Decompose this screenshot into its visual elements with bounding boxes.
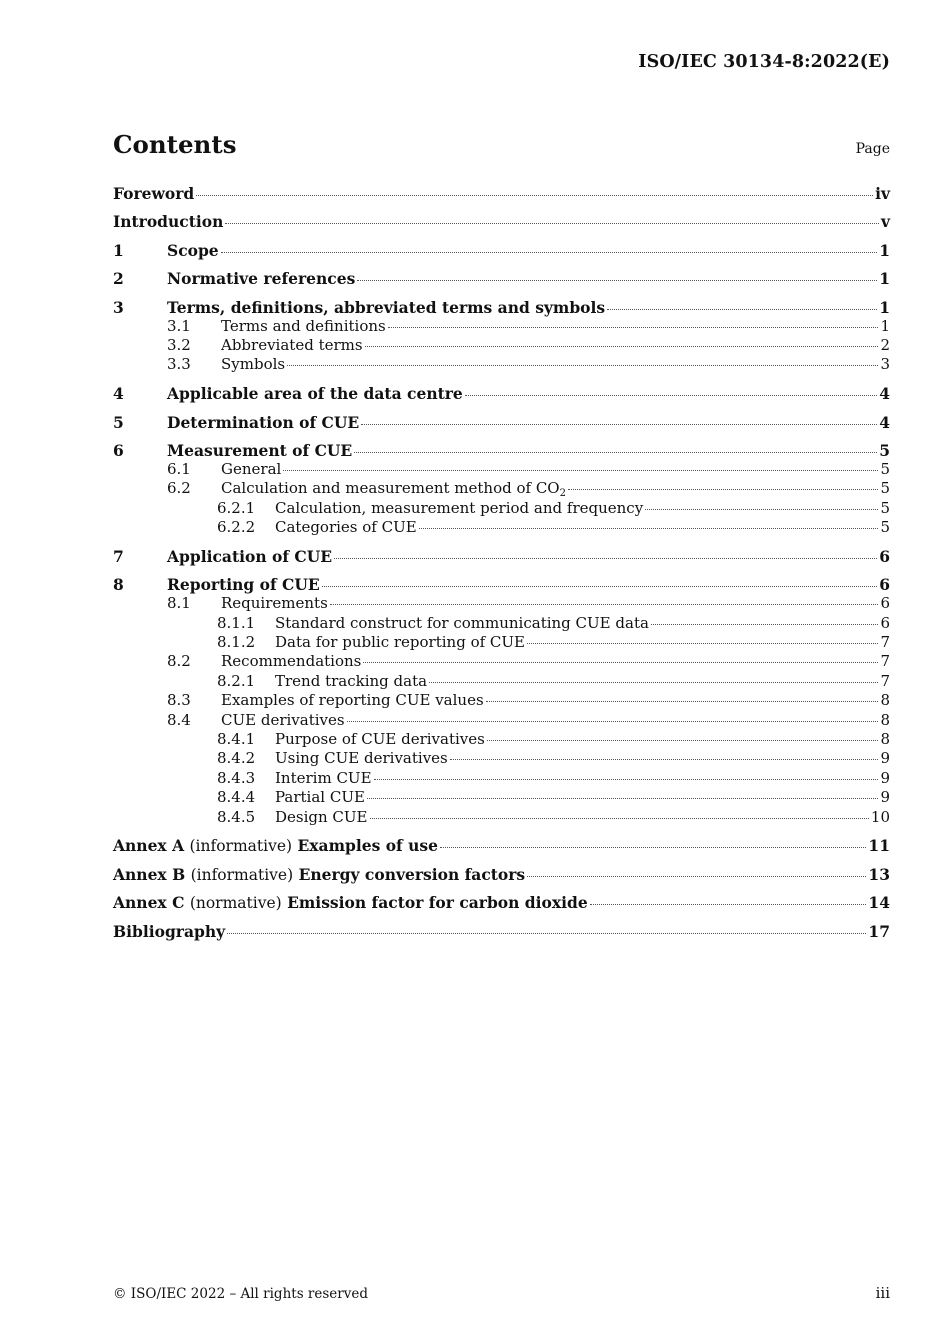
toc-entry-page: 5 [880,459,890,478]
toc-entry-title: Abbreviated terms [221,335,363,354]
toc-entry-title: Energy conversion factors [298,864,526,884]
toc-entry-interim-cue[interactable] [113,769,890,788]
toc-entry-title: Calculation and measurement method of CO [221,479,560,498]
toc-entry-page: iv [875,184,890,203]
dot-leader [225,222,879,224]
toc-entry-general[interactable] [113,460,890,479]
annex-type: (informative) [189,837,293,856]
toc-entry-calculation-period[interactable] [113,499,890,518]
toc-entry-design-cue[interactable] [113,808,890,827]
toc-entry-cue-derivatives[interactable] [113,711,890,730]
toc-entry-number: 6.2.1 [217,498,256,517]
toc-entry-standard-construct[interactable] [113,614,890,633]
toc-entry-normative-references[interactable] [113,269,890,288]
toc-entry-page: 10 [870,807,890,826]
toc-entry-abbreviated-terms[interactable] [113,336,890,355]
toc-entry-title-container [221,479,566,498]
dot-leader [196,194,873,196]
toc-entry-scope[interactable] [113,241,890,260]
toc-entry-title: Reporting of CUE [167,575,320,595]
document-id-header: ISO/IEC 30134-8:2022(E) [638,52,890,72]
dot-leader [370,817,869,819]
toc-entry-title: Purpose of CUE derivatives [275,729,485,748]
dot-leader [440,846,866,848]
toc-entry-number: 8.1.2 [217,633,256,652]
toc-entry-title: Requirements [221,594,328,613]
dot-leader [367,797,879,799]
toc-entry-introduction[interactable] [113,212,890,231]
toc-entry-page: 6 [879,546,890,566]
toc-entry-using-derivatives[interactable] [113,749,890,768]
toc-entry-bibliography[interactable] [113,922,890,941]
dot-leader [357,279,877,281]
toc-entry-determination-of-cue[interactable] [113,413,890,432]
toc-entry-reporting-of-cue[interactable] [113,575,890,594]
toc-entry-number: 8.4 [167,710,191,729]
toc-entry-page: 1 [879,240,890,260]
toc-entry-page: 17 [868,921,890,941]
toc-entry-title: Normative references [167,269,356,289]
toc-entry-page: 4 [879,412,890,432]
toc-entry-number: 8.4.2 [217,749,256,768]
toc-entry-page: 6 [879,575,890,595]
toc-entry-page: 6 [880,594,890,613]
toc-entry-title: Emission factor for carbon dioxide [287,893,588,913]
page-column-label: Page [855,141,890,157]
dot-leader [388,326,879,328]
toc-entry-page: 5 [879,440,890,460]
dot-leader [347,720,879,722]
toc-entry-title: Determination of CUE [167,412,360,432]
dot-leader [419,527,879,529]
toc-entry-number: 8.4.4 [217,788,256,807]
toc-entry-purpose-derivatives[interactable] [113,730,890,749]
toc-entry-page: 7 [880,633,890,652]
toc-entry-application-of-cue[interactable] [113,547,890,566]
annex-type: (normative) [189,894,282,913]
dot-leader [287,364,878,366]
dot-leader [450,758,879,760]
dot-leader [486,700,879,702]
toc-entry-number: 4 [113,384,124,404]
toc-entry-number: 8.2 [167,652,191,671]
toc-entry-title: Symbols [221,355,286,374]
toc-entry-number: 8.4.1 [217,729,256,748]
toc-entry-number: 6 [113,440,124,460]
toc-entry-title: Bibliography [113,921,226,941]
toc-entry-title-container [113,865,525,885]
toc-entry-number: 8.1 [167,594,191,613]
dot-leader [283,469,878,471]
toc-entry-page: 8 [880,710,890,729]
toc-entry-terms-and-definitions[interactable] [113,317,890,336]
toc-entry-page: 5 [880,479,890,498]
toc-entry-annex-b[interactable] [113,865,890,884]
toc-entry-number: 8.2.1 [217,671,256,690]
toc-entry-annex-c[interactable] [113,893,890,912]
toc-entry-title: Design CUE [275,807,368,826]
toc-entry-number: 1 [113,240,124,260]
dot-leader [365,345,879,347]
toc-entry-title: Recommendations [221,652,362,671]
toc-entry-trend-tracking[interactable] [113,672,890,691]
toc-entry-title: CUE derivatives [221,710,345,729]
toc-entry-title-container [113,893,588,913]
toc-entry-page: 8 [880,691,890,710]
toc-entry-number: 6.2 [167,479,191,498]
toc-entry-number: 8.1.1 [217,613,256,632]
dot-leader [429,681,878,683]
toc-entry-title: Data for public reporting of CUE [275,633,525,652]
toc-entry-partial-cue[interactable] [113,788,890,807]
toc-entry-page: 1 [880,316,890,335]
toc-entry-title-container [113,836,438,856]
toc-entry-number: 3.2 [167,335,191,354]
subscript-2: 2 [559,488,566,500]
toc-entry-title: Introduction [113,212,224,232]
toc-entry-number: 8.4.5 [217,807,256,826]
toc-entry-number: 5 [113,412,124,432]
toc-entry-recommendations[interactable] [113,652,890,671]
dot-leader [227,932,866,934]
page-title: Contents [113,130,237,159]
toc-entry-page: 3 [880,355,890,374]
toc-entry-number: 7 [113,546,124,566]
toc-entry-number: 3.3 [167,355,191,374]
toc-entry-number: 3.1 [167,316,191,335]
toc-entry-page: 4 [879,384,890,404]
toc-entry-terms-definitions[interactable] [113,298,890,317]
toc-entry-title: Applicable area of the data centre [167,384,463,404]
toc-entry-number: 8.4.3 [217,768,256,787]
toc-entry-number: 8.3 [167,691,191,710]
dot-leader [651,623,879,625]
dot-leader [334,557,877,559]
dot-leader [527,642,878,644]
dot-leader [221,251,878,253]
toc-entry-applicable-area[interactable] [113,384,890,403]
toc-entry-page: 11 [868,836,890,856]
annex-label: Annex A [113,836,185,856]
dot-leader [322,585,877,587]
toc-entry-number: 2 [113,269,124,289]
toc-entry-measurement-of-cue[interactable] [113,441,890,460]
dot-leader [590,903,867,905]
toc-entry-title: Terms, definitions, abbreviated terms and symbols [167,297,606,317]
toc-entry-categories-of-cue[interactable] [113,518,890,537]
toc-entry-title: Foreword [113,184,195,203]
toc-entry-title: Calculation, measurement period and frequency [275,498,644,517]
toc-entry-page: 1 [879,297,890,317]
toc-entry-title: Terms and definitions [221,316,386,335]
toc-entry-title: Partial CUE [275,788,365,807]
table-of-contents [113,184,890,941]
toc-entry-title: Measurement of CUE [167,440,353,460]
toc-entry-title: Categories of CUE [275,518,417,537]
toc-entry-title: Interim CUE [275,768,372,787]
toc-entry-annex-a[interactable] [113,836,890,855]
toc-entry-page: v [880,212,890,232]
dot-leader [645,508,878,510]
toc-entry-page: 5 [880,498,890,517]
page-number: iii [875,1284,890,1302]
dot-leader [330,603,879,605]
toc-entry-title: Using CUE derivatives [275,749,448,768]
toc-entry-number: 8 [113,575,124,595]
toc-entry-title: General [221,459,282,478]
toc-entry-public-reporting[interactable] [113,633,890,652]
toc-entry-title: Standard construct for communicating CUE data [275,613,649,632]
toc-entry-title: Examples of use [297,836,438,856]
toc-entry-page: 2 [880,335,890,354]
toc-entry-page: 8 [880,729,890,748]
toc-entry-title: Application of CUE [167,546,333,566]
dot-leader [568,488,878,490]
toc-entry-foreword[interactable] [113,184,890,203]
toc-entry-title: Scope [167,240,219,260]
toc-entry-title: Trend tracking data [275,671,428,690]
dot-leader [487,739,879,741]
dot-leader [607,308,877,310]
dot-leader [354,451,877,453]
annex-label: Annex C [113,893,185,913]
dot-leader [363,661,878,663]
toc-entry-page: 7 [880,671,890,690]
dot-leader [527,875,866,877]
toc-entry-page: 1 [879,269,890,289]
toc-entry-title: Examples of reporting CUE values [221,691,484,710]
toc-entry-page: 9 [880,768,890,787]
toc-entry-requirements[interactable] [113,594,890,613]
toc-entry-number: 3 [113,297,124,317]
dot-leader [374,778,879,780]
toc-entry-number: 6.2.2 [217,518,256,537]
copyright-notice: © ISO/IEC 2022 – All rights reserved [113,1286,368,1302]
toc-entry-calculation-method-co2[interactable] [113,479,890,498]
toc-entry-examples-reporting[interactable] [113,691,890,710]
toc-entry-page: 13 [868,864,890,884]
toc-entry-symbols[interactable] [113,355,890,374]
annex-label: Annex B [113,864,186,884]
toc-entry-page: 6 [880,613,890,632]
toc-entry-page: 9 [880,749,890,768]
dot-leader [465,394,877,396]
toc-entry-number: 6.1 [167,459,191,478]
toc-entry-page: 9 [880,788,890,807]
toc-entry-page: 14 [868,893,890,913]
toc-entry-page: 5 [880,518,890,537]
annex-type: (informative) [190,865,294,884]
toc-entry-page: 7 [880,652,890,671]
dot-leader [361,423,877,425]
